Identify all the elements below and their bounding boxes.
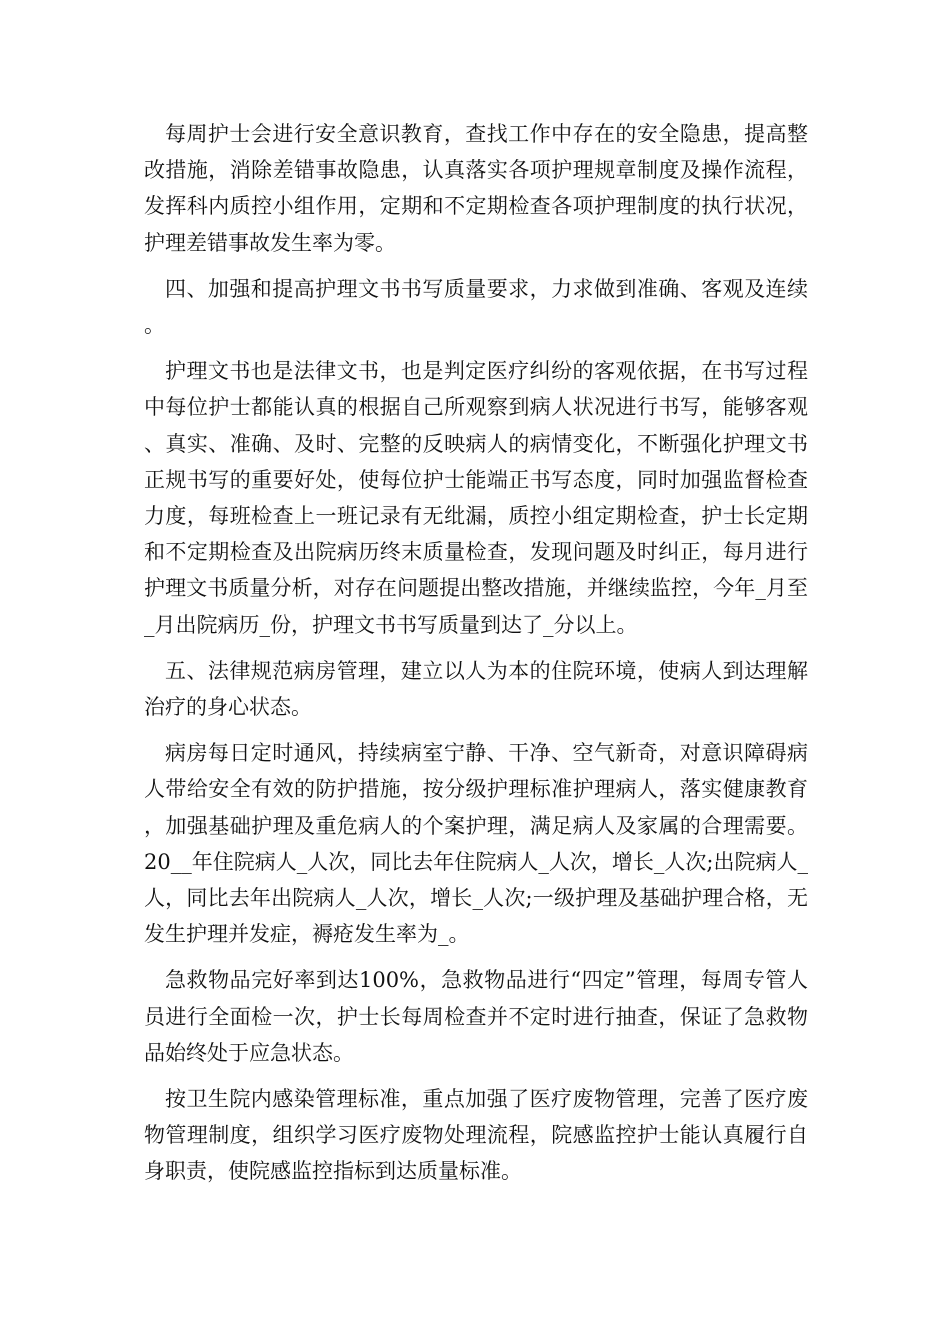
heading-ward-management: 五、法律规范病房管理，建立以人为本的住院环境，使病人到达理解治疗的身心状态。 [144,658,808,720]
paragraph-emergency-supplies: 急救物品完好率到达100%，急救物品进行“四定”管理，每周专管人员进行全面检一次，护士长每周检查并不定时进行抽查，保证了急救物品始终处于应急状态。 [144,968,808,1065]
heading-nursing-documents: 四、加强和提高护理文书书写质量要求，力求做到准确、客观及连续。 [144,276,808,338]
paragraph-safety-education: 每周护士会进行安全意识教育，查找工作中存在的安全隐患，提高整改措施，消除差错事故隐患，认真落实各项护理规章制度及操作流程，发挥科内质控小组作用，定期和不定期检查各项护理制度的执行状况，护理差错事故发生率为零。 [144,122,808,255]
document-body [144,116,808,1200]
paragraph-ward-management: 病房每日定时通风，持续病室宁静、干净、空气新奇，对意识障碍病人带给安全有效的防护措施，按分级护理标准护理病人，落实健康教育，加强基础护理及重危病人的个案护理，满足病人及家属的合理需要。20__年住院病人_人次，同比去年住院病人_人次，增长_人次;出院病人_人，同比去年出院病人_人次，增长_人次;一级护理及基础护理合格，无发生护理并发症，褥疮发生率为_。 [144,741,808,947]
paragraph-nursing-documents: 护理文书也是法律文书，也是判定医疗纠纷的客观依据，在书写过程中每位护士都能认真的根据自己所观察到病人状况进行书写，能够客观、真实、准确、及时、完整的反映病人的病情变化，不断强化护理文书正规书写的重要好处，使每位护士能端正书写态度，同时加强监督检查力度，每班检查上一班记录有无纰漏，质控小组定期检查，护士长定期和不定期检查及出院病历终末质量检查，发现问题及时纠正，每月进行护理文书质量分析，对存在问题提出整改措施，并继续监控，今年_月至_月出院病历_份，护理文书书写质量到达了_分以上。 [144,359,808,637]
paragraph-infection-control: 按卫生院内感染管理标准，重点加强了医疗废物管理，完善了医疗废物管理制度，组织学习医疗废物处理流程，院感监控护士能认真履行自身职责，使院感监控指标到达质量标准。 [144,1087,808,1184]
